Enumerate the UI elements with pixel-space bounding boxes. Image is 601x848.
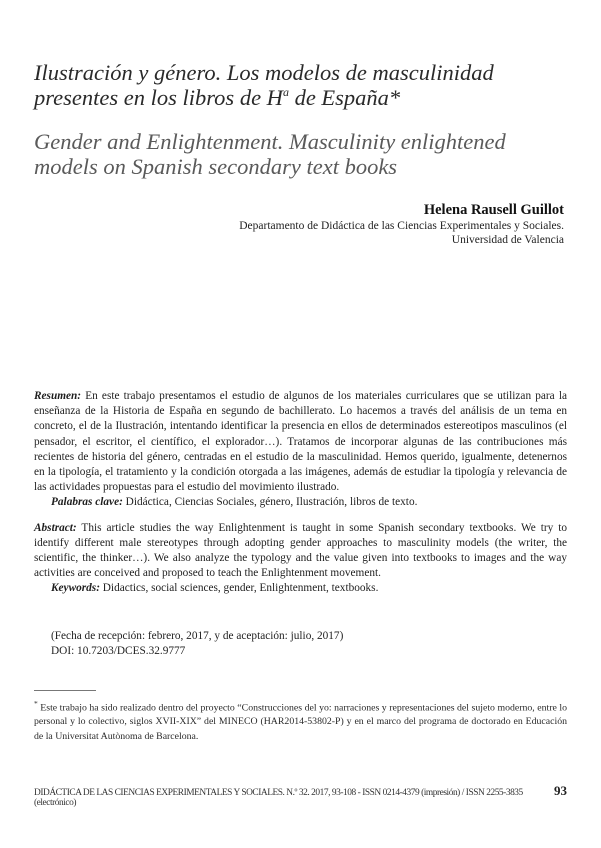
abstract-paragraph: [34, 521, 567, 582]
title-superscript: a: [282, 85, 289, 99]
article-title-spanish: Ilustración y género. Los modelos de masculinidad presentes en los libros de $H^a$ de España*: [34, 60, 494, 110]
reception-dates: (Fecha de recepción: febrero, 2017, y de aceptación: julio, 2017): [51, 630, 344, 642]
journal-citation: DIDÁCTICA DE LAS CIENCIAS EXPERIMENTALES Y SOCIALES. N.º 32. 2017, 93-108 - ISSN 0214-4379 (impresión) / ISSN 2255-3835 (electrónico): [34, 788, 523, 808]
resumen-text: En este trabajo presentamos el estudio de algunos de los materiales curriculares que se utilizan para la enseñanza de la Historia de España en segundo de bachillerato. Lo hacemos a través del análisis de un tema en concreto, el de la Ilustración, intentando identificar la presencia en ellos de determinados estereotipos masculinos (el pensador, el escritor, el científico, el explorador…). Tratamos de incorporar algunas de las contribuciones más recientes de historia del género, centradas en el estudio de la masculinidad. Hemos querido, igualmente, detenernos en la tipología, el tratamiento y la condición otorgada a las imágenes, además de estudiar la tipología y relevancia de las actividades propuestas para el estudio del movimiento ilustrado.: [34, 390, 567, 494]
resumen-label: Resumen:: [34, 390, 82, 402]
page-number: 93: [554, 783, 567, 798]
footnote-divider: [34, 690, 96, 691]
author-name: Helena Rausell Guillot: [423, 202, 564, 218]
publication-dates: [51, 629, 343, 659]
author-affiliation: [239, 219, 564, 247]
affiliation-department: Departamento de Didáctica de las Ciencias Experimentales y Sociales.: [239, 220, 564, 232]
palabras-clave-text: Didáctica, Ciencias Sociales, género, Ilustración, libros de texto.: [122, 496, 418, 509]
abstract-section: [34, 389, 567, 597]
keywords-label: Keywords:: [51, 582, 100, 595]
article-title-english: Gender and Enlightenment. Masculinity enlightened models on Spanish secondary text books: [34, 129, 506, 179]
palabras-clave-label: Palabras clave:: [51, 496, 123, 509]
footnote-text: Este trabajo ha sido realizado dentro del proyecto “Construcciones del yo: narraciones y representaciones del sujeto moderno, entre lo personal y lo colectivo, siglos XVII-XIX” del MINECO (HAR2014-53802-P) y en el marco del programa de doctorado en Educación de la Universitat Autònoma de Barcelona.: [34, 702, 567, 742]
doi-link[interactable]: DOI: 10.7203/DCES.32.9777: [51, 645, 186, 658]
affiliation-university: Universidad de Valencia: [451, 234, 564, 246]
footnote: [34, 697, 567, 744]
palabras-clave-paragraph: [34, 495, 567, 510]
abstract-text: This article studies the way Enlightenment is taught in some Spanish secondary textbooks. We try to identify different male stereotypes through adopting gender approaches to masculinity models (the writer, the scientific, the thinker…). We also analyze the typology and the value given into textbooks to images and the way activities are conceived and proposed to teach the Enlightenment movement.: [34, 521, 567, 580]
footnote-marker: *: [34, 699, 38, 708]
resumen-paragraph: [34, 389, 567, 495]
keywords-text: Didactics, social sciences, gender, Enlightenment, textbooks.: [99, 582, 379, 595]
abstract-label: Abstract:: [34, 521, 77, 534]
page-footer: [34, 783, 567, 808]
keywords-paragraph: [34, 581, 567, 596]
